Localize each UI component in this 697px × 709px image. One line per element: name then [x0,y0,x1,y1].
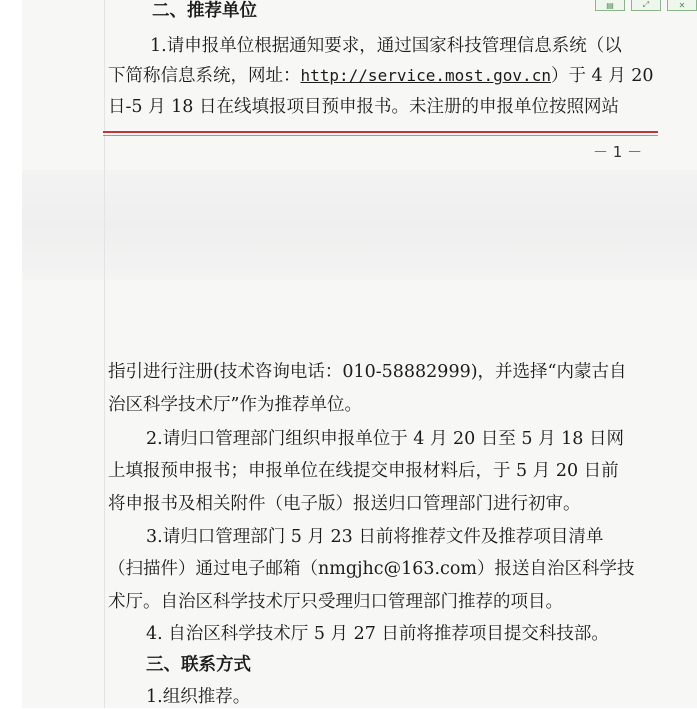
item3-line3: 术厅。自治区科学技术厅只受理归口管理部门推荐的项目。 [108,592,563,612]
item2-line2: 上填报预申报书；申报单位在线提交申报材料后，于 5 月 20 日前 [108,461,619,481]
expand-icon[interactable]: ⤢ [631,0,661,11]
page-number: － 1 － [593,143,643,161]
page-separator-rule-thin [103,135,658,136]
service-url-link: http://service.most.gov.cn [300,66,551,85]
item1-line2-post: ）于 4 月 20 [550,66,654,86]
item2-line3: 将申报书及相关附件（电子版）报送归口管理部门进行初审。 [108,494,581,514]
section2-title: 二、推荐单位 [152,1,257,21]
item3-line1: 3.请归口管理部门 5 月 23 日前将推荐文件及推荐项目清单 [146,527,604,547]
item2-line1: 2.请归口管理部门组织申报单位于 4 月 20 日至 5 月 18 日网 [146,429,625,449]
item1-line2 [108,64,654,88]
margin-line [104,0,105,708]
item1-line1: 1.请申报单位根据通知要求，通过国家科技管理信息系统（以 [150,36,622,56]
page-icon[interactable]: ▤ [595,0,625,11]
continued-line2: 治区科学技术厅”作为推荐单位。 [108,395,362,415]
item4-line1: 4. 自治区科学技术厅 5 月 27 日前将推荐项目提交科技部。 [146,624,609,644]
contact-item1: 1.组织推荐。 [146,687,251,707]
section3-title: 三、联系方式 [146,655,251,675]
item1-line3: 日-5 月 18 日在线填报项目预申报书。未注册的申报单位按照网站 [108,97,620,117]
item1-line2-pre: 下简称信息系统，网址： [108,66,301,86]
close-icon[interactable]: ✕ [667,0,697,11]
continued-line1: 指引进行注册(技术咨询电话：010-58882999)，并选择“内蒙古自 [108,362,627,382]
item3-line2: （扫描件）通过电子邮箱（nmgjhc@163.com）报送自治区科学技 [108,559,635,579]
page-separator-rule [103,131,658,133]
viewer-toolbar [587,0,697,12]
